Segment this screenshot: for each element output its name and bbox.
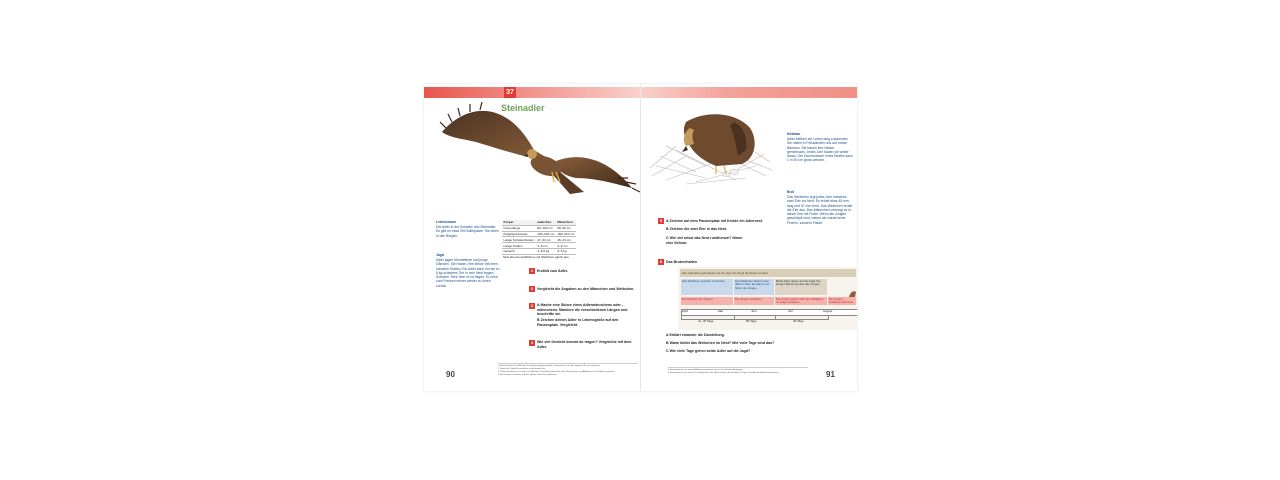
left-page — [424, 84, 640, 391]
task-text: Das Brutverhalten — [666, 260, 697, 264]
table-cell: Flügelspannweite — [502, 231, 536, 237]
task-number: 1 — [530, 268, 534, 273]
jagd-text: Adler jagen Murmeltiere und junge Gämsen. Sie Hasen. Ihre Beute mit ihren scharfen Krallen. Ein Adler kann ein bis zu 5 kg schweres Tier in sein Nest tragen. Schwere Tiere über er tot liegen. Er kehrt zum Fressen immer wieder zu ihnen zurück. — [436, 258, 500, 288]
page-number-right: 91 — [826, 370, 835, 379]
month-label: April — [682, 309, 689, 313]
table-caption: Sind ebenso weibliches und Weibchen gleich aus. — [503, 255, 570, 259]
table-cell: Länge Krallen — [502, 243, 536, 249]
jagd-heading: Jagd — [436, 253, 444, 257]
month-label: August — [823, 309, 833, 313]
footer-note: 6 Informationen aus einer Darstellung über das Brutverhalten und zeitliche Fragen zum Brutverhalten beantworten — [668, 372, 779, 374]
task-text: A Erklärt einander die Darstellung. — [666, 333, 725, 337]
task-text: A Zeichne auf dem Pausenplatz mit Kreide ein Adlernest. — [666, 219, 763, 223]
task-number: 3 — [530, 303, 534, 308]
diagram-segment: Das Weibchen bleibt immer dicht in Nest. Es wärmt und füttert die Jungen. — [734, 279, 774, 295]
nestbau-text: Adler bleiben ein Leben lang zusammen. Sie nisten in Felswänden und auf hohen Bäumen. Sie bauen ihre Nester gemeinsam. Jedes Jahr bauen sie weiter daran. Der Durchmesser eines Nestes kann 1 m 50 cm gross werden. — [787, 137, 853, 163]
task-number: 2 — [530, 286, 534, 291]
textbook-spread — [424, 84, 857, 391]
task-text: B Zeichne die zwei Eier in das Nest. — [666, 227, 727, 231]
diagram-segment: Die Jungen schlüpfen. — [734, 297, 774, 305]
diagram-segment: Die jungen verlassen das Nest. — [828, 297, 856, 305]
table-cell: 4–5 cm — [556, 243, 576, 249]
eagle-chick-icon — [848, 289, 857, 298]
nestbau-heading: Nestbau — [787, 132, 801, 136]
left-footer-notes — [498, 365, 638, 377]
task-text: C Wie viele Tage gehen beide Adler auf die Jagd? — [666, 349, 751, 353]
brut-text: Das Weibchen legt jedes Jahr meistens zwei Eier ins Nest. Es brütet etwa 45 mm lang und 57 mm breit. Das Weibchen brütet die Eier aus. Das Männchen versorgt es in dieser Zeit mit Futter. Wenn die Jungen geschlüpft sind, haben sie zuerst keine Federn, sondern Flaum. — [787, 195, 853, 225]
footer-note: 2 Daten der Tabelle konstatieren und vergleichen — [498, 368, 546, 370]
flying-eagle-illustration — [436, 92, 640, 210]
diagram-segment: Die Jungen stehen sich am häufigsten zu lange verlassen. — [775, 297, 827, 305]
table-cell: Gewicht — [502, 248, 536, 254]
table-header: Körper — [502, 220, 536, 225]
table-cell: Körperlänge — [502, 225, 536, 231]
chapter-band — [641, 87, 857, 98]
lebensraum-text: Die Adler in der Schweiz und Steinadler. Es gibt es etwa 300 Adlerpaare. Sie leben in den Bergen. — [436, 225, 499, 238]
eagle-facts-table — [502, 220, 576, 255]
task-text: B Zeichne deinen Adler in Lebensgröße auf den Pausenplatz. Vergleicht. — [537, 318, 619, 327]
table-cell: 80–100 cm — [536, 225, 556, 231]
task-text: Wie viel Gewicht kommt du tragen? Vergleiche mit dem Adler. — [537, 340, 632, 349]
footer-note: 5 Informationen aus einem Bildtext entnehmen und in eine Skizze übertragen — [668, 369, 743, 371]
task-text: B Wann bleibt das Weibchen im Nest? Wie viele Tage sind das? — [666, 341, 775, 345]
footer-divider — [498, 363, 638, 364]
duration-label: 40 Tage — [793, 319, 804, 323]
page-title: Steinadler — [501, 103, 545, 113]
table-cell: 4–6 cm — [536, 243, 556, 249]
footer-note: 1 Informationen aus Bild und Text Eigenständig handeln, interpretieren, mit der eigenen Wissen ergänzen — [498, 365, 600, 367]
task-number: 5 — [659, 218, 663, 223]
task-text: C Wie viel misst das Nest rundherum? Nimm eine Schnur. — [666, 236, 743, 245]
chapter-number: 37 — [504, 87, 516, 98]
right-footer-notes — [668, 369, 808, 375]
breeding-timeline-diagram — [678, 267, 857, 330]
table-cell: 190–230 cm — [537, 231, 555, 236]
table-cell: 180–210 cm — [557, 231, 575, 236]
task-number: 4 — [530, 340, 534, 345]
table-cell: 80–90 cm — [556, 225, 576, 231]
table-cell: 26–31 cm — [556, 237, 576, 243]
task-text: Vergleicht die Angaben zu den Männchen und Weibchen. — [537, 287, 635, 291]
diagram-header-text: Das männliche geht alleine auf die Jagd. Es bringt die Beute ins Nest. — [682, 271, 769, 275]
diagram-segment: Es schlüpfen die Jungen. — [681, 297, 733, 305]
right-page — [641, 84, 857, 391]
diagram-segment: Beide Adler gehen auf die Jagd. Sie bringen Beute ins Nest des Jungen. — [775, 279, 827, 295]
month-label: Juli — [788, 309, 793, 313]
table-header: Männchen — [556, 220, 576, 225]
footer-divider — [668, 367, 808, 368]
footer-note: 3 Größenverhältnisse in einer schriftlichen Darstellung darstellen, ihre Proportionen zur Abbildung in Verhältnis ergänzen — [498, 371, 615, 373]
task-number: 6 — [659, 259, 663, 264]
footer-note: 4 Ein Gewicht schätzen und das eigene Gewicht vergleichen — [498, 374, 557, 376]
nesting-eagle-illustration — [646, 106, 776, 188]
month-label: Juni — [751, 309, 757, 313]
table-cell: 4–6,5 kg — [536, 248, 556, 254]
table-cell: 3–5 kg — [556, 248, 576, 254]
month-label: Mai — [718, 309, 723, 313]
duration-label: ca. 45 Tage — [698, 319, 714, 323]
table-cell: Länge Schwanzfedern — [503, 237, 535, 242]
table-row — [502, 248, 576, 254]
table-header: weibchen — [536, 220, 556, 225]
page-number-left: 90 — [446, 370, 455, 379]
task-text: Erzählt zum Adler. — [537, 269, 569, 273]
diagram-segment: Das Weibchen legt Eier und brütet. — [681, 279, 733, 295]
brut-heading: Brut — [787, 190, 794, 194]
duration-label: 80 Tage — [746, 319, 757, 323]
task-text: A Mache eine Skizze eines Adlermännchens oder -männchens. Markiere die verschiedenen Längen und beschrifte sie. — [537, 303, 628, 317]
table-cell: 27–33 cm — [536, 237, 556, 243]
lebensraum-heading: Lebensraum — [436, 220, 457, 224]
